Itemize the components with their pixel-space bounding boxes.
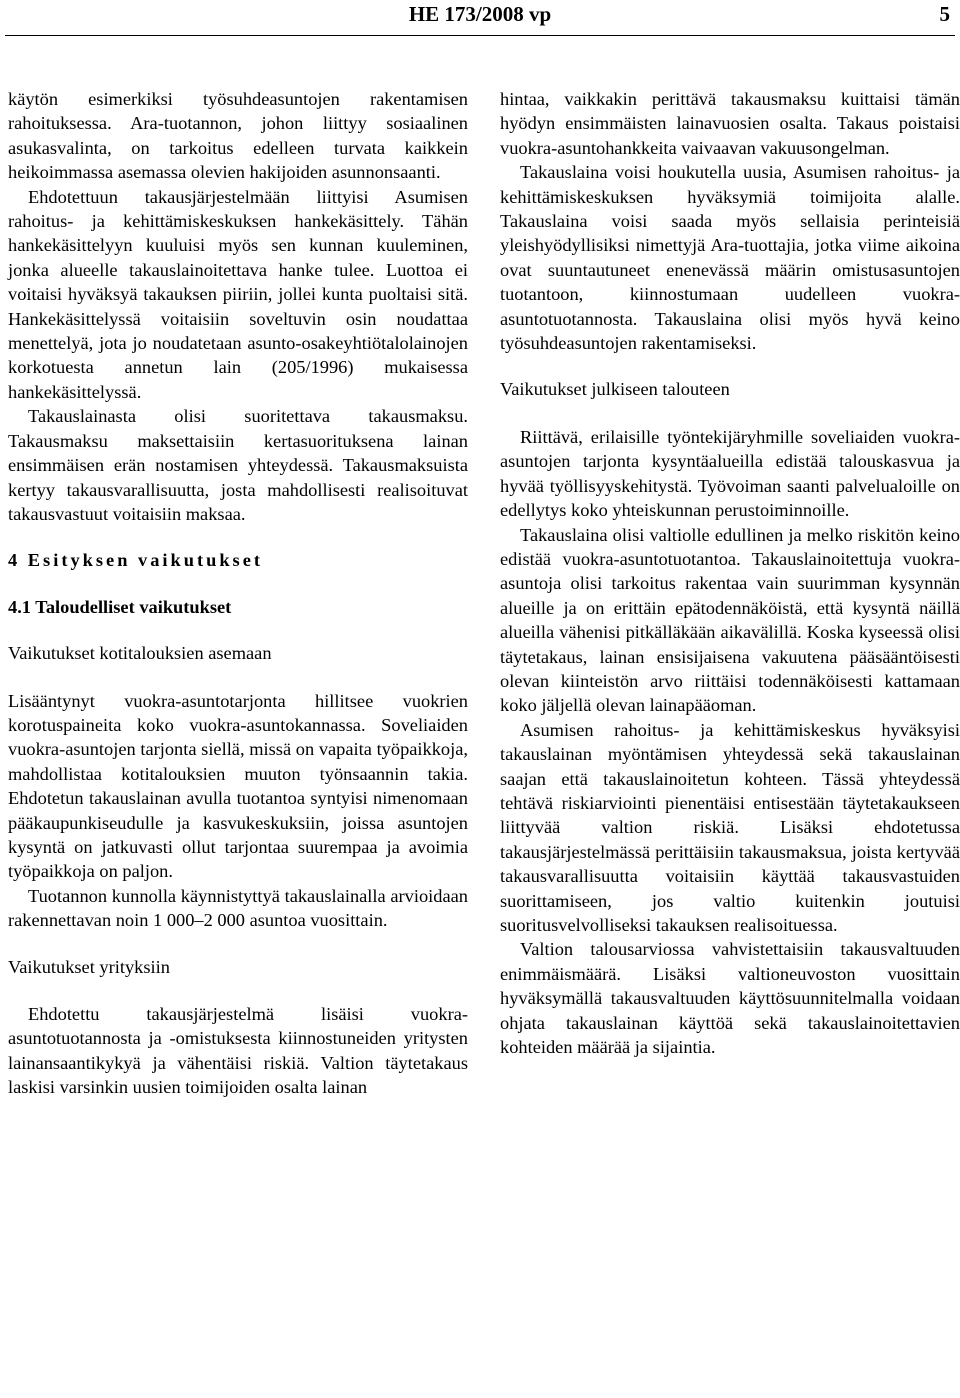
left-column — [8, 87, 468, 1100]
paragraph: Lisääntynyt vuokra-asuntotarjonta hillitsee vuokrien korotuspaineita koko vuokra-asuntokannassa. Soveliaiden vuokra-asuntojen tarjonta siellä, missä on vapaita työpaikkoja, mahdollistaa kotitalouksien muuton työnsaannin takia. Ehdotetun takauslainan avulla tuotantoa syntyisi nimenomaan pääkaupunkiseudulle ja kasvukeskuksiin, joissa asuntojen kysyntä on jatkuvasti ollut tarjontaa suurempaa ja avoimia työpaikkoja on paljon. — [8, 690, 468, 882]
subheading: Vaikutukset kotitalouksien asemaan — [8, 643, 272, 664]
paragraph: Takauslainasta olisi suoritettava takausmaksu. Takausmaksu maksettaisiin kertasuorituksena lainan ensimmäisen erän nostamisen yhteydessä. Takausmaksuista kertyy takausvarallisuutta, josta mahdollisesti realisoituvat takausvastuut voitaisiin maksaa. — [8, 406, 468, 524]
page-header — [0, 0, 960, 40]
paragraph: käytön esimerkiksi työsuhdeasuntojen rakentamisen rahoituksessa. Ara-tuotannon, johon liittyy sosiaalinen asukasvalinta, on tarkoitus edelleen turvata kaikkein heikoimmassa asemassa olevien hakijoiden asunnonsaanti. — [8, 89, 468, 183]
paragraph: Takauslaina voisi houkutella uusia, Asumisen rahoitus- ja kehittämiskeskuksen hyväksymiä toimijoita alalle. Takauslaina voisi saada myös sellaisia perinteisiä yleishyödyllisiksi nimettyjä Ara-tuottajia, jotka viime aikoina ovat suuntautuneet enenevässä määrin omistusasuntojen tuotantoon, kiinnostumaan uudelleen vuokra-asuntotuotannosta. Takauslaina olisi myös hyvä keino työsuhdeasuntojen rakentamiseksi. — [500, 162, 960, 354]
header-rule — [5, 35, 955, 36]
right-column — [500, 87, 960, 1059]
paragraph: Takauslaina olisi valtiolle edullinen ja melko riskitön keino edistää vuokra-asuntotuotantoa. Takauslainoitettuja vuokra-asuntoja olisi tarkoitus rakentaa vain suurimman kysynnän alueille ja on erittäin epätodennäköistä, että kysyntä näillä alueilla vähenisi pitkälläkään aikavälillä. Koska kyseessä olisi täytetakaus, lainan ensisijaisena vakuutena pääsääntöisesti olevan kiinteistön arvo riittäisi todennäköisesti kattamaan koko jäljellä olevan lainapääoman. — [500, 524, 960, 716]
paragraph: hintaa, vaikkakin perittävä takausmaksu kuittaisi tämän hyödyn ensimmäisten lainavuosien osalta. Takaus poistaisi vuokra-asuntohankkeita vaivaavan vakuusongelman. — [500, 89, 960, 158]
subheading: Vaikutukset yrityksiin — [8, 956, 170, 977]
subsection-heading: 4.1 Taloudelliset vaikutukset — [8, 596, 232, 617]
paragraph: Riittävä, erilaisille työntekijäryhmille soveliaiden vuokra-asuntojen tarjonta kysyntäalueilla edistää talouskasvua ja hyvää työllisyyskehitystä. Työvoiman saanti palvelualoille on edellytys koko yhteiskunnan perustoiminnoille. — [500, 426, 960, 521]
document-id: HE 173/2008 vp — [408, 2, 552, 26]
paragraph: Asumisen rahoitus- ja kehittämiskeskus hyväksyisi takauslainan myöntämisen yhteydessä sekä takauslainan saajan että takauslainoitetun kohteen. Tässä yhteydessä tehtävä riskiarviointi pienentäisi entisestään täytetakaukseen liittyvää valtion riskiä. Lisäksi ehdotetussa takausjärjestelmässä perittäisiin takausmaksua, joista kertyvää takausvarallisuutta voitaisiin käyttää takausvastuiden suorittamiseen, jos valtio kuitenkin joutuisi suoritusvelvolliseksi takauksen realisoituessa. — [500, 719, 960, 935]
page-number: 5 — [939, 2, 950, 26]
paragraph: Ehdotettuun takausjärjestelmään liittyisi Asumisen rahoitus- ja kehittämiskeskuksen hankekäsittely. Tähän hankekäsittelyyn kuuluisi myös sen kunnan kuuleminen, jonka alueelle takauslainoitettava hanke tulee. Luottoa ei voitaisi hyväksyä takauksen piiriin, jollei kunta puoltaisi sitä. Hankekäsittelyssä voitaisiin soveltuvin osin noudattaa menettelyä, jota jo noudatetaan asunto-osakeyhtiötalolainojen korkotuesta annetun lain (205/1996) mukaisessa hankekäsittelyssä. — [8, 186, 468, 402]
paragraph: Tuotannon kunnolla käynnistyttyä takauslainalla arvioidaan rakennettavan noin 1 000–2 000 asuntoa vuosittain. — [8, 885, 468, 931]
section-heading: 4 Esityksen vaikutukset — [8, 550, 263, 571]
paragraph: Ehdotettu takausjärjestelmä lisäisi vuokra-asuntotuotannosta ja -omistuksesta kiinnostuneiden yritysten lainansaantikykyä ja vähentäisi riskiä. Valtion täytetakaus laskisi varsinkin uusien toimijoiden osalta lainan — [8, 1004, 468, 1098]
subheading: Vaikutukset julkiseen talouteen — [500, 379, 730, 400]
paragraph: Valtion talousarviossa vahvistettaisiin takausvaltuuden enimmäismäärä. Lisäksi valtioneuvoston vuosittain hyväksymällä takausvaltuuden käyttösuunnitelmalla voidaan ohjata takauslainan käyttöä sekä takauslainoitettavien kohteiden määrää ja sijaintia. — [500, 939, 960, 1058]
